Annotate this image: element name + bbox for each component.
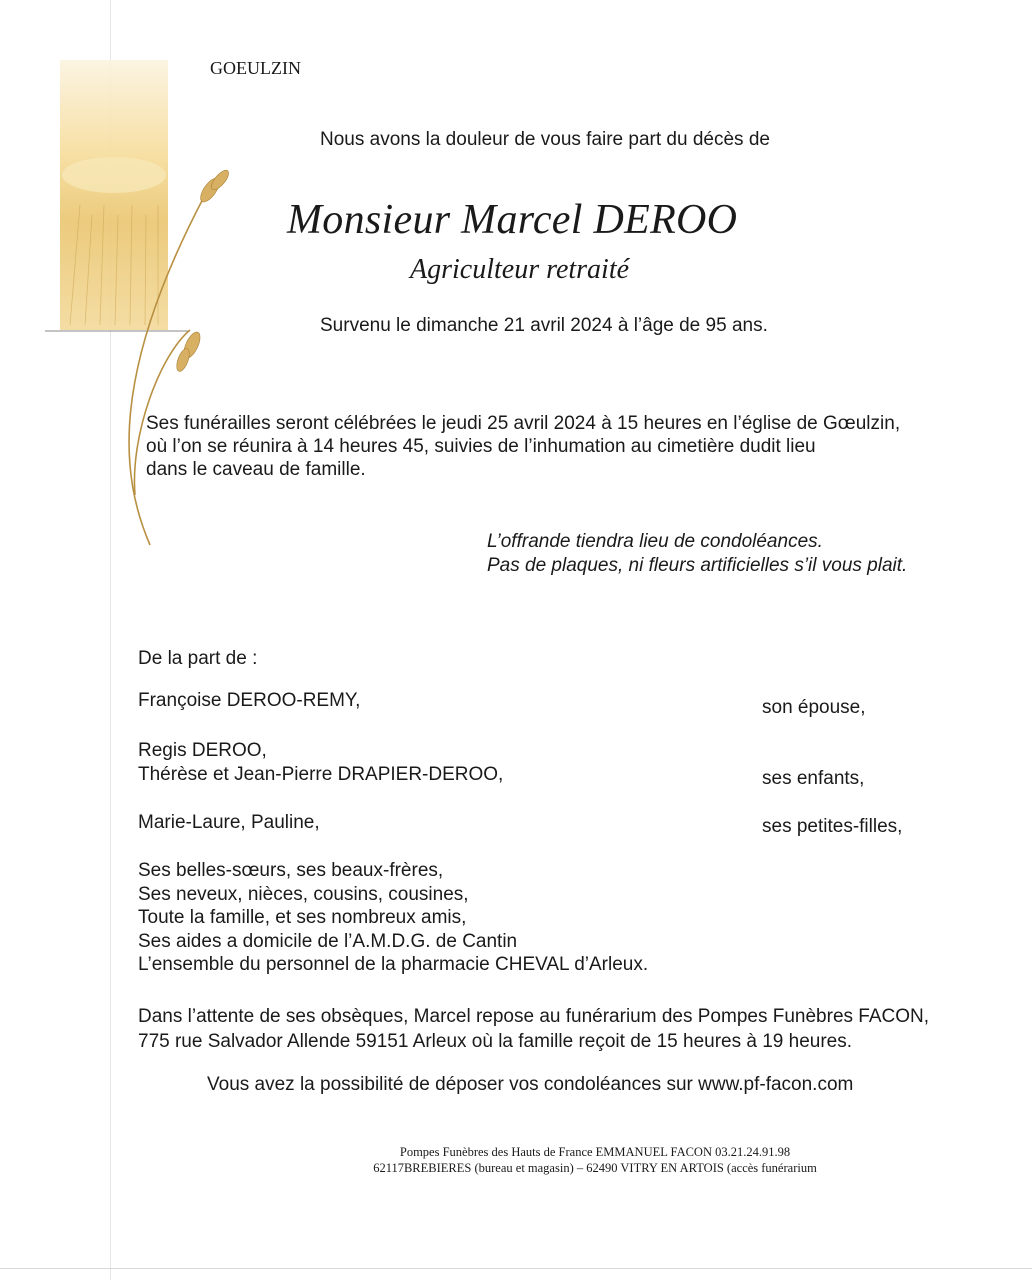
page-edge-bottom [0, 1268, 1032, 1269]
relation-granddaughters: ses petites-filles, [762, 816, 903, 837]
other-family-line: Toute la famille, et ses nombreux amis, [138, 907, 467, 928]
wake-line: Dans l’attente de ses obsèques, Marcel repose au funérarium des Pompes Funèbres FACON, [138, 1006, 930, 1027]
town-name: GOEULZIN [210, 58, 301, 78]
other-family-list [138, 859, 648, 977]
death-info: Survenu le dimanche 21 avril 2024 à l’âge de 95 ans. [320, 315, 768, 336]
other-family-line: Ses belles-sœurs, ses beaux-frères, [138, 860, 444, 881]
family-group-spouse [138, 689, 360, 713]
family-member: Françoise DEROO-REMY, [138, 690, 361, 711]
relation-spouse: son épouse, [762, 697, 866, 718]
field-panel [60, 60, 168, 330]
wheat-ears [174, 168, 231, 373]
note-line: L’offrande tiendra lieu de condoléances. [487, 531, 823, 552]
wake-paragraph [138, 1004, 929, 1054]
funeral-line: où l’on se réunira à 14 heures 45, suivies de l’inhumation au cimetière dudit lieu [146, 436, 816, 457]
family-group-granddaughters [138, 811, 320, 835]
family-member: Marie-Laure, Pauline, [138, 812, 320, 833]
funeral-line: dans le caveau de famille. [146, 459, 366, 480]
wake-line: 775 rue Salvador Allende 59151 Arleux où la famille reçoit de 15 heures à 19 heures. [138, 1031, 853, 1052]
funeral-line: Ses funérailles seront célébrées le jeudi 25 avril 2024 à 15 heures en l’église de Gœulzin, [146, 413, 901, 434]
family-member: Thérèse et Jean-Pierre DRAPIER-DEROO, [138, 764, 504, 785]
footer-line: 62117BREBIERES (bureau et magasin) – 62490 VITRY EN ARTOIS (accès funérarium [373, 1161, 817, 1175]
field-horizon [62, 157, 166, 193]
funeral-paragraph [146, 412, 900, 481]
note-line: Pas de plaques, ni fleurs artificielles s’il vous plait. [487, 555, 908, 576]
family-member: Regis DEROO, [138, 740, 267, 761]
condolences-text: Vous avez la possibilité de déposer vos condoléances sur www.pf-facon.com [207, 1074, 854, 1095]
relation-children: ses enfants, [762, 768, 865, 789]
other-family-line: Ses aides a domicile de l’A.M.D.G. de Cantin [138, 930, 518, 952]
footer-line: Pompes Funèbres des Hauts de France EMMANUEL FACON 03.21.24.91.98 [399, 1145, 791, 1159]
other-family-line: L’ensemble du personnel de la pharmacie CHEVAL d’Arleux. [138, 954, 649, 975]
other-family-line: Ses neveux, nièces, cousins, cousines, [138, 883, 469, 905]
deceased-name: Monsieur Marcel DEROO [287, 197, 738, 243]
deceased-occupation: Agriculteur retraité [410, 254, 630, 285]
notes-paragraph [487, 530, 907, 578]
intro-text: Nous avons la douleur de vous faire part du décès de [320, 129, 770, 150]
funeral-home-footer [325, 1144, 865, 1176]
from-label: De la part de : [138, 648, 258, 669]
family-group-children [138, 739, 503, 787]
